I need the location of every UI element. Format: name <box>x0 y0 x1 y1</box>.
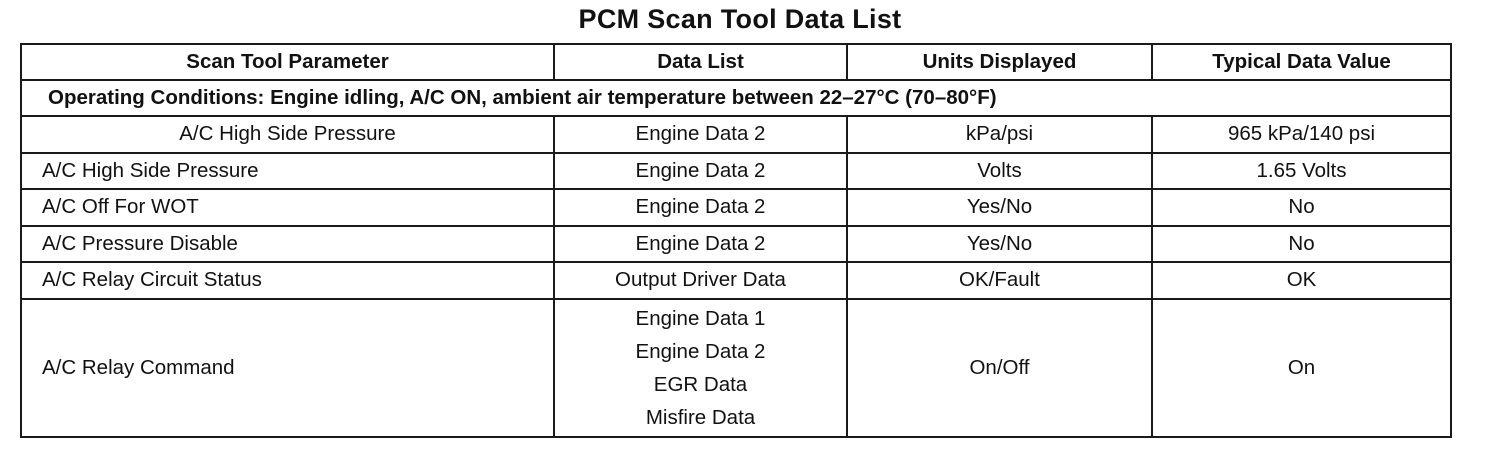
units-cell: OK/Fault <box>847 262 1152 299</box>
units-cell: Yes/No <box>847 226 1152 263</box>
operating-conditions: Operating Conditions: Engine idling, A/C ON, ambient air temperature between 22–27°C (70–80°F) <box>21 80 1451 116</box>
data-list-cell <box>554 299 847 437</box>
data-list-cell: Engine Data 2 <box>554 189 847 226</box>
units-cell: On/Off <box>847 299 1152 437</box>
header-typical-data-value: Typical Data Value <box>1152 44 1451 80</box>
parameter-cell: A/C Off For WOT <box>21 189 554 226</box>
data-list-item: EGR Data <box>653 372 748 396</box>
parameter-cell: A/C Pressure Disable <box>21 226 554 263</box>
table-row <box>21 189 1451 226</box>
units-cell: Volts <box>847 153 1152 190</box>
page-title: PCM Scan Tool Data List <box>578 4 902 34</box>
data-list-cell: Engine Data 2 <box>554 226 847 263</box>
typical-value-cell: No <box>1152 189 1451 226</box>
data-list-item: Engine Data 1 <box>635 306 766 330</box>
units-cell: kPa/psi <box>847 116 1152 153</box>
typical-value-cell: OK <box>1152 262 1451 299</box>
typical-value-cell: On <box>1152 299 1451 437</box>
table-row <box>21 299 1451 437</box>
data-list-cell: Engine Data 2 <box>554 116 847 153</box>
header-scan-tool-parameter: Scan Tool Parameter <box>21 44 554 80</box>
operating-conditions-row <box>21 80 1451 116</box>
header-units-displayed: Units Displayed <box>847 44 1152 80</box>
typical-value-cell: 965 kPa/140 psi <box>1152 116 1451 153</box>
data-list-cell: Output Driver Data <box>554 262 847 299</box>
table-row <box>21 116 1451 153</box>
table-row <box>21 153 1451 190</box>
parameter-cell: A/C Relay Command <box>21 299 554 437</box>
typical-value-cell: 1.65 Volts <box>1152 153 1451 190</box>
scan-tool-data-table <box>20 43 1452 438</box>
parameter-cell: A/C Relay Circuit Status <box>21 262 554 299</box>
header-row <box>21 44 1451 80</box>
parameter-cell: A/C High Side Pressure <box>21 153 554 190</box>
data-list-item: Engine Data 2 <box>635 339 766 363</box>
table-row <box>21 262 1451 299</box>
data-list-cell: Engine Data 2 <box>554 153 847 190</box>
parameter-cell: A/C High Side Pressure <box>21 116 554 153</box>
table-row <box>21 226 1451 263</box>
header-data-list: Data List <box>554 44 847 80</box>
data-list-item: Misfire Data <box>645 405 756 429</box>
units-cell: Yes/No <box>847 189 1152 226</box>
typical-value-cell: No <box>1152 226 1451 263</box>
